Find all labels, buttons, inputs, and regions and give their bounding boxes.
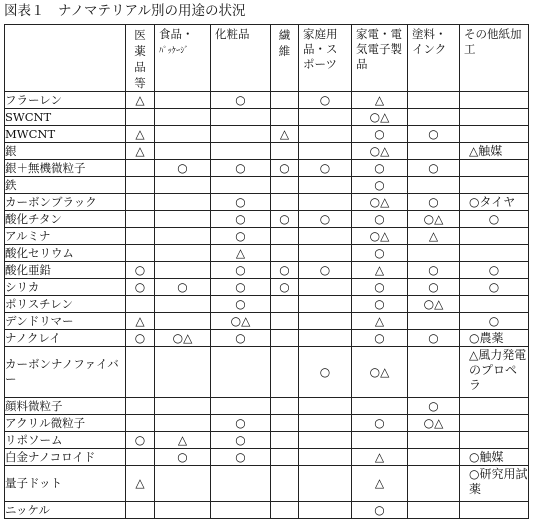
table-row <box>5 177 529 194</box>
material-name: アクリル微粒子 <box>5 415 126 432</box>
usage-cell: △ <box>408 228 460 245</box>
material-name: ポリスチレン <box>5 296 126 313</box>
usage-cell: △触媒 <box>460 143 529 160</box>
usage-cell: ○△ <box>408 415 460 432</box>
usage-cell <box>126 449 155 466</box>
usage-cell: ○△ <box>408 296 460 313</box>
usage-cell <box>126 109 155 126</box>
usage-cell: ○農薬 <box>460 330 529 347</box>
usage-cell <box>271 143 299 160</box>
table-body <box>5 92 529 519</box>
usage-cell: ○ <box>271 211 299 228</box>
material-name: 鉄 <box>5 177 126 194</box>
usage-cell <box>155 296 211 313</box>
table-row <box>5 313 529 330</box>
usage-cell: ○ <box>211 296 271 313</box>
usage-cell <box>211 109 271 126</box>
usage-cell: ○タイヤ <box>460 194 529 211</box>
table-row <box>5 211 529 228</box>
table-row <box>5 92 529 109</box>
usage-cell <box>211 177 271 194</box>
usage-cell: ○ <box>299 262 352 279</box>
usage-cell <box>408 245 460 262</box>
usage-cell: ○△ <box>352 143 408 160</box>
usage-cell: ○ <box>126 330 155 347</box>
usage-cell <box>299 228 352 245</box>
usage-cell: ○ <box>408 126 460 143</box>
usage-cell <box>126 160 155 177</box>
material-name: SWCNT <box>5 109 126 126</box>
column-header: 塗料・インク <box>408 25 460 92</box>
material-name: カーボンブラック <box>5 194 126 211</box>
usage-cell <box>155 313 211 330</box>
usage-cell <box>460 228 529 245</box>
usage-cell: ○ <box>352 211 408 228</box>
column-header: 食品・ ﾊﾟｯｹｰｼﾞ <box>155 25 211 92</box>
table-row <box>5 330 529 347</box>
usage-cell <box>126 502 155 519</box>
usage-cell: ○ <box>155 279 211 296</box>
table-row <box>5 432 529 449</box>
material-name: 銀＋無機微粒子 <box>5 160 126 177</box>
usage-cell <box>271 432 299 449</box>
usage-cell <box>155 194 211 211</box>
usage-cell <box>271 415 299 432</box>
usage-cell <box>126 228 155 245</box>
usage-cell <box>155 415 211 432</box>
usage-cell <box>271 177 299 194</box>
usage-cell <box>460 296 529 313</box>
header-row <box>5 25 529 92</box>
usage-cell <box>126 194 155 211</box>
column-header: 繊 維 <box>271 25 299 92</box>
usage-cell <box>299 502 352 519</box>
material-name: 顔料微粒子 <box>5 398 126 415</box>
table-row <box>5 262 529 279</box>
table-row <box>5 143 529 160</box>
usage-cell: ○ <box>352 177 408 194</box>
usage-cell: △ <box>352 313 408 330</box>
usage-cell: ○ <box>211 228 271 245</box>
usage-cell <box>299 126 352 143</box>
usage-cell <box>155 347 211 398</box>
table-row <box>5 279 529 296</box>
usage-cell: △ <box>352 262 408 279</box>
material-name: 銀 <box>5 143 126 160</box>
usage-cell: ○ <box>460 262 529 279</box>
usage-cell: △ <box>211 245 271 262</box>
material-name: ニッケル <box>5 502 126 519</box>
usage-cell <box>155 398 211 415</box>
table-header <box>5 25 529 92</box>
usage-cell <box>408 502 460 519</box>
usage-cell <box>155 126 211 143</box>
usage-cell <box>299 466 352 502</box>
usage-cell <box>408 466 460 502</box>
material-name: 酸化チタン <box>5 211 126 228</box>
material-name: ナノクレイ <box>5 330 126 347</box>
usage-cell <box>271 296 299 313</box>
usage-cell <box>211 466 271 502</box>
table-row <box>5 398 529 415</box>
usage-cell: ○ <box>211 279 271 296</box>
usage-cell: ○ <box>408 262 460 279</box>
usage-cell <box>460 109 529 126</box>
usage-cell: ○ <box>299 160 352 177</box>
usage-cell <box>299 330 352 347</box>
usage-cell: ○ <box>271 160 299 177</box>
usage-cell: ○ <box>271 262 299 279</box>
usage-cell: △ <box>126 466 155 502</box>
usage-cell <box>460 432 529 449</box>
usage-cell: ○ <box>408 398 460 415</box>
usage-cell <box>408 177 460 194</box>
usage-cell <box>155 228 211 245</box>
usage-cell: △風力発電のプロペラ <box>460 347 529 398</box>
material-name: 白金ナノコロイド <box>5 449 126 466</box>
table-row <box>5 347 529 398</box>
material-name: 量子ドット <box>5 466 126 502</box>
usage-cell <box>299 177 352 194</box>
usage-cell <box>460 245 529 262</box>
usage-cell: ○△ <box>352 109 408 126</box>
usage-cell <box>126 347 155 398</box>
usage-cell: ○触媒 <box>460 449 529 466</box>
usage-cell: ○ <box>211 211 271 228</box>
usage-cell <box>155 109 211 126</box>
usage-cell: ○ <box>352 245 408 262</box>
usage-cell: ○ <box>408 279 460 296</box>
usage-cell: △ <box>126 143 155 160</box>
material-name: リポソーム <box>5 432 126 449</box>
column-header: 家電・電気電子製品 <box>352 25 408 92</box>
usage-cell: △ <box>126 92 155 109</box>
usage-cell <box>299 313 352 330</box>
usage-cell <box>271 330 299 347</box>
usage-cell <box>155 245 211 262</box>
usage-table <box>4 24 529 519</box>
usage-cell <box>155 143 211 160</box>
usage-cell: ○ <box>299 211 352 228</box>
material-name: 酸化セリウム <box>5 245 126 262</box>
table-row <box>5 466 529 502</box>
usage-cell: ○ <box>271 279 299 296</box>
usage-cell <box>126 398 155 415</box>
table-row <box>5 502 529 519</box>
usage-cell: ○ <box>352 279 408 296</box>
usage-cell: △ <box>155 432 211 449</box>
usage-cell: ○ <box>299 347 352 398</box>
usage-cell: ○研究用試薬 <box>460 466 529 502</box>
usage-cell: ○△ <box>155 330 211 347</box>
usage-cell <box>271 245 299 262</box>
usage-cell <box>460 160 529 177</box>
material-name: デンドリマー <box>5 313 126 330</box>
usage-cell <box>408 449 460 466</box>
usage-cell: ○ <box>352 296 408 313</box>
usage-cell <box>460 177 529 194</box>
usage-cell: ○ <box>126 279 155 296</box>
usage-cell: ○ <box>155 160 211 177</box>
usage-cell: ○ <box>408 160 460 177</box>
usage-cell: ○ <box>211 92 271 109</box>
usage-cell: ○ <box>211 432 271 449</box>
usage-cell <box>155 502 211 519</box>
usage-cell: ○ <box>352 415 408 432</box>
usage-cell <box>271 194 299 211</box>
usage-cell <box>299 415 352 432</box>
usage-cell <box>299 143 352 160</box>
column-header: その他紙加工 <box>460 25 529 92</box>
usage-cell: ○ <box>126 432 155 449</box>
usage-cell <box>460 126 529 143</box>
usage-cell <box>155 466 211 502</box>
material-name: フラーレン <box>5 92 126 109</box>
usage-cell: ○ <box>352 330 408 347</box>
usage-cell <box>271 228 299 245</box>
usage-cell <box>408 92 460 109</box>
usage-cell <box>126 177 155 194</box>
usage-cell: ○ <box>408 330 460 347</box>
usage-cell <box>460 502 529 519</box>
usage-cell <box>299 296 352 313</box>
usage-cell <box>271 347 299 398</box>
usage-cell <box>299 449 352 466</box>
column-header: 医 薬 品 等 <box>126 25 155 92</box>
usage-cell <box>460 415 529 432</box>
table-row <box>5 228 529 245</box>
usage-cell: ○ <box>299 92 352 109</box>
usage-cell <box>155 177 211 194</box>
usage-cell <box>408 313 460 330</box>
usage-cell: ○△ <box>408 211 460 228</box>
usage-cell: △ <box>352 466 408 502</box>
usage-cell: ○ <box>211 194 271 211</box>
usage-cell: ○ <box>352 126 408 143</box>
usage-cell <box>271 92 299 109</box>
usage-cell <box>155 262 211 279</box>
usage-cell: ○ <box>460 313 529 330</box>
usage-cell <box>299 194 352 211</box>
usage-cell: ○△ <box>211 313 271 330</box>
usage-cell <box>299 245 352 262</box>
usage-cell <box>299 432 352 449</box>
usage-cell: ○ <box>211 415 271 432</box>
material-name: アルミナ <box>5 228 126 245</box>
usage-cell: ○ <box>155 449 211 466</box>
usage-cell <box>211 398 271 415</box>
usage-cell: ○ <box>211 262 271 279</box>
table-row <box>5 126 529 143</box>
usage-cell <box>126 245 155 262</box>
usage-cell <box>271 313 299 330</box>
usage-cell <box>271 398 299 415</box>
usage-cell <box>211 502 271 519</box>
usage-cell: △ <box>352 92 408 109</box>
usage-cell <box>271 449 299 466</box>
usage-cell <box>126 415 155 432</box>
usage-cell <box>408 432 460 449</box>
material-name: カーボンナノファイバー <box>5 347 126 398</box>
usage-cell: ○ <box>352 160 408 177</box>
usage-cell <box>271 466 299 502</box>
table-row <box>5 449 529 466</box>
usage-cell <box>155 211 211 228</box>
usage-cell: ○△ <box>352 347 408 398</box>
usage-cell: ○ <box>211 160 271 177</box>
usage-cell <box>211 126 271 143</box>
table-row <box>5 109 529 126</box>
usage-cell <box>460 398 529 415</box>
usage-cell: ○ <box>211 449 271 466</box>
usage-cell: ○ <box>352 502 408 519</box>
usage-cell <box>352 398 408 415</box>
usage-cell: ○△ <box>352 228 408 245</box>
usage-cell: △ <box>271 126 299 143</box>
table-row <box>5 160 529 177</box>
usage-cell <box>352 432 408 449</box>
header-corner <box>5 25 126 92</box>
table-row <box>5 415 529 432</box>
usage-cell <box>408 347 460 398</box>
usage-cell <box>211 347 271 398</box>
usage-cell <box>299 109 352 126</box>
usage-cell <box>408 143 460 160</box>
material-name: MWCNT <box>5 126 126 143</box>
usage-cell <box>271 502 299 519</box>
usage-cell <box>126 296 155 313</box>
material-name: シリカ <box>5 279 126 296</box>
usage-cell: ○ <box>211 330 271 347</box>
column-header: 化粧品 <box>211 25 271 92</box>
usage-cell: ○ <box>408 194 460 211</box>
usage-cell: ○ <box>126 262 155 279</box>
table-row <box>5 245 529 262</box>
material-name: 酸化亜鉛 <box>5 262 126 279</box>
usage-cell <box>460 92 529 109</box>
table-caption: 図表１ ナノマテリアル別の用途の状況 <box>4 3 246 19</box>
usage-cell <box>211 143 271 160</box>
usage-cell <box>155 92 211 109</box>
usage-cell: ○ <box>460 211 529 228</box>
usage-cell: △ <box>352 449 408 466</box>
usage-cell: ○△ <box>352 194 408 211</box>
usage-cell: △ <box>126 313 155 330</box>
usage-cell <box>299 398 352 415</box>
usage-cell <box>126 211 155 228</box>
usage-cell <box>408 109 460 126</box>
table-row <box>5 296 529 313</box>
table-row <box>5 194 529 211</box>
column-header: 家庭用品・スポーツ <box>299 25 352 92</box>
usage-cell <box>271 109 299 126</box>
usage-cell: △ <box>126 126 155 143</box>
usage-cell: ○ <box>460 279 529 296</box>
usage-cell <box>299 279 352 296</box>
